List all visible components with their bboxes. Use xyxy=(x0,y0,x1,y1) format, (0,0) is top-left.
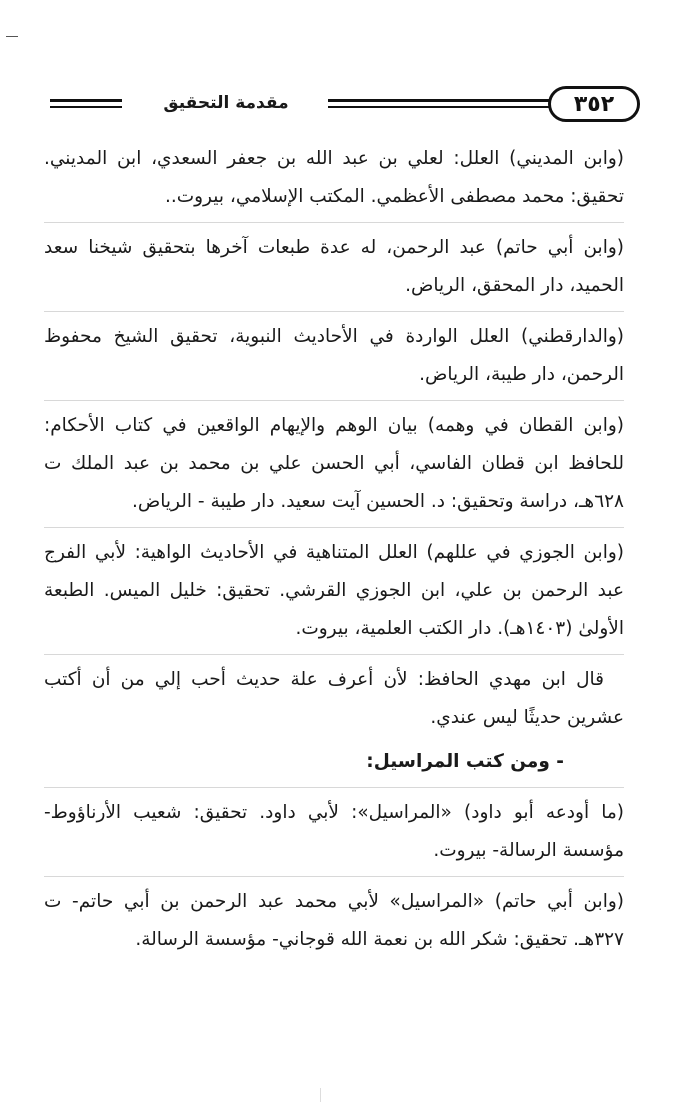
reference-entry-daraqutni: (والدارقطني) العلل الواردة في الأحاديث النبوية، تحقيق الشيخ محفوظ الرحمن، دار طيبة، الرياض. xyxy=(44,318,624,401)
reference-entry-ibn-abi-hatim-marasil: (وابن أبي حاتم) «المراسيل» لأبي محمد عبد الرحمن بن أبي حاتم- ت ٣٢٧هـ. تحقيق: شكر الله بن نعمة الله قوجاني- مؤسسة الرسالة. xyxy=(44,891,624,950)
reference-entry-ibn-abi-hatim: (وابن أبي حاتم) عبد الرحمن، له عدة طبعات آخرها بتحقيق شيخنا سعد الحميد، دار المحقق، الرياض. xyxy=(44,229,624,312)
page-header xyxy=(44,86,640,126)
header-rule-right xyxy=(328,99,554,108)
page-number: ٣٥٢ xyxy=(548,86,640,122)
quote-ibn-mahdi: قال ابن مهدي الحافظ: لأن أعرف علة حديث أحب إلي من أن أكتب عشرين حديثًا ليس عندي. xyxy=(44,669,624,728)
page-body xyxy=(44,140,624,971)
scan-artifact xyxy=(320,1088,321,1102)
margin-mark xyxy=(6,36,18,37)
reference-entry-ibn-al-madini: (وابن المديني) العلل: لعلي بن عبد الله بن جعفر السعدي، ابن المديني. تحقيق: محمد مصطفى الأعظمي. المكتب الإسلامي، بيروت.. xyxy=(44,140,624,223)
section-subheading: - ومن كتب المراسيل: xyxy=(44,743,624,788)
reference-entry-ibn-al-qattan: (وابن القطان في وهمه) بيان الوهم والإيهام الواقعين في كتاب الأحكام: للحافظ ابن قطان الفاسي، أبي الحسن علي بن محمد بن عبد الملك ت ٦٢٨هـ، دراسة وتحقيق: د. الحسين آيت سعيد. دار طيبة - الرياض. xyxy=(44,407,624,528)
reference-entry-abu-dawud-marasil: (ما أودعه أبو داود) «المراسيل»: لأبي داود. تحقيق: شعيب الأرناؤوط- مؤسسة الرسالة- بيروت. xyxy=(44,794,624,877)
reference-entry-ibn-al-jawzi: (وابن الجوزي في عللهم) العلل المتناهية في الأحاديث الواهية: لأبي الفرج عبد الرحمن بن علي، ابن الجوزي القرشي. تحقيق: خليل الميس. الطبعة الأولىٰ (١٤٠٣هـ). دار الكتب العلمية، بيروت. xyxy=(44,534,624,655)
running-title: مقدمة التحقيق xyxy=(163,93,289,113)
header-rule-left xyxy=(50,99,122,108)
